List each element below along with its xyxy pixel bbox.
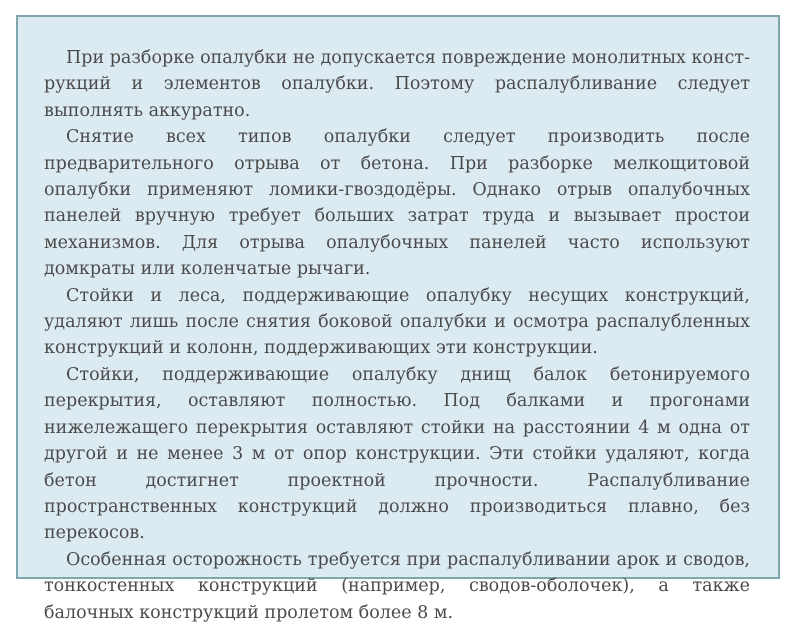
text-panel <box>16 15 780 623</box>
paragraph-3: Стойки и леса, поддерживающие опалубку несущих конструкций, удаляют лишь после снятия боковой опалубки и осмотра распалубленных конструкций и колонн, поддерживающих эти конструкции. <box>44 285 750 359</box>
paragraph-5: Особенная осторожность требуется при распалубливании арок и сводов, тонкостенных конструкций (например, сводов-оболочек), а также балочных конструкций пролетом более 8 м. <box>44 549 750 623</box>
paragraph-2: Снятие всех типов опалубки следует производить после предварительного отрыва от бетона. При разборке мелкощитовой опалубки применяют ломики-гвоздодёры. Однако отрыв опалубочных панелей вручную требует больших затрат труда и вызывает простои механизмов. Для отрыва опалубочных панелей часто используют домкраты или коленчатые рычаги. <box>44 127 750 280</box>
paragraph-4: Стойки, поддерживающие опалубку днищ балок бетонируемого перекрытия, оставляют полностью. Под балками и прогонами нижележащего перекрытия оставляют стойки на расстоянии 4 м одна от другой и не менее 3 м от опор конструкции. Эти стойки удаляют, когда бетон достигнет проектной прочности. Распалубливание пространственных конструкций должно производиться плавно, без перекосов. <box>44 364 750 544</box>
paragraph-1: При разборке опалубки не допускается повреждение монолитных конструкций и элементов опалубки. Поэтому распалубливание следует выполнять аккуратно. <box>44 48 750 121</box>
